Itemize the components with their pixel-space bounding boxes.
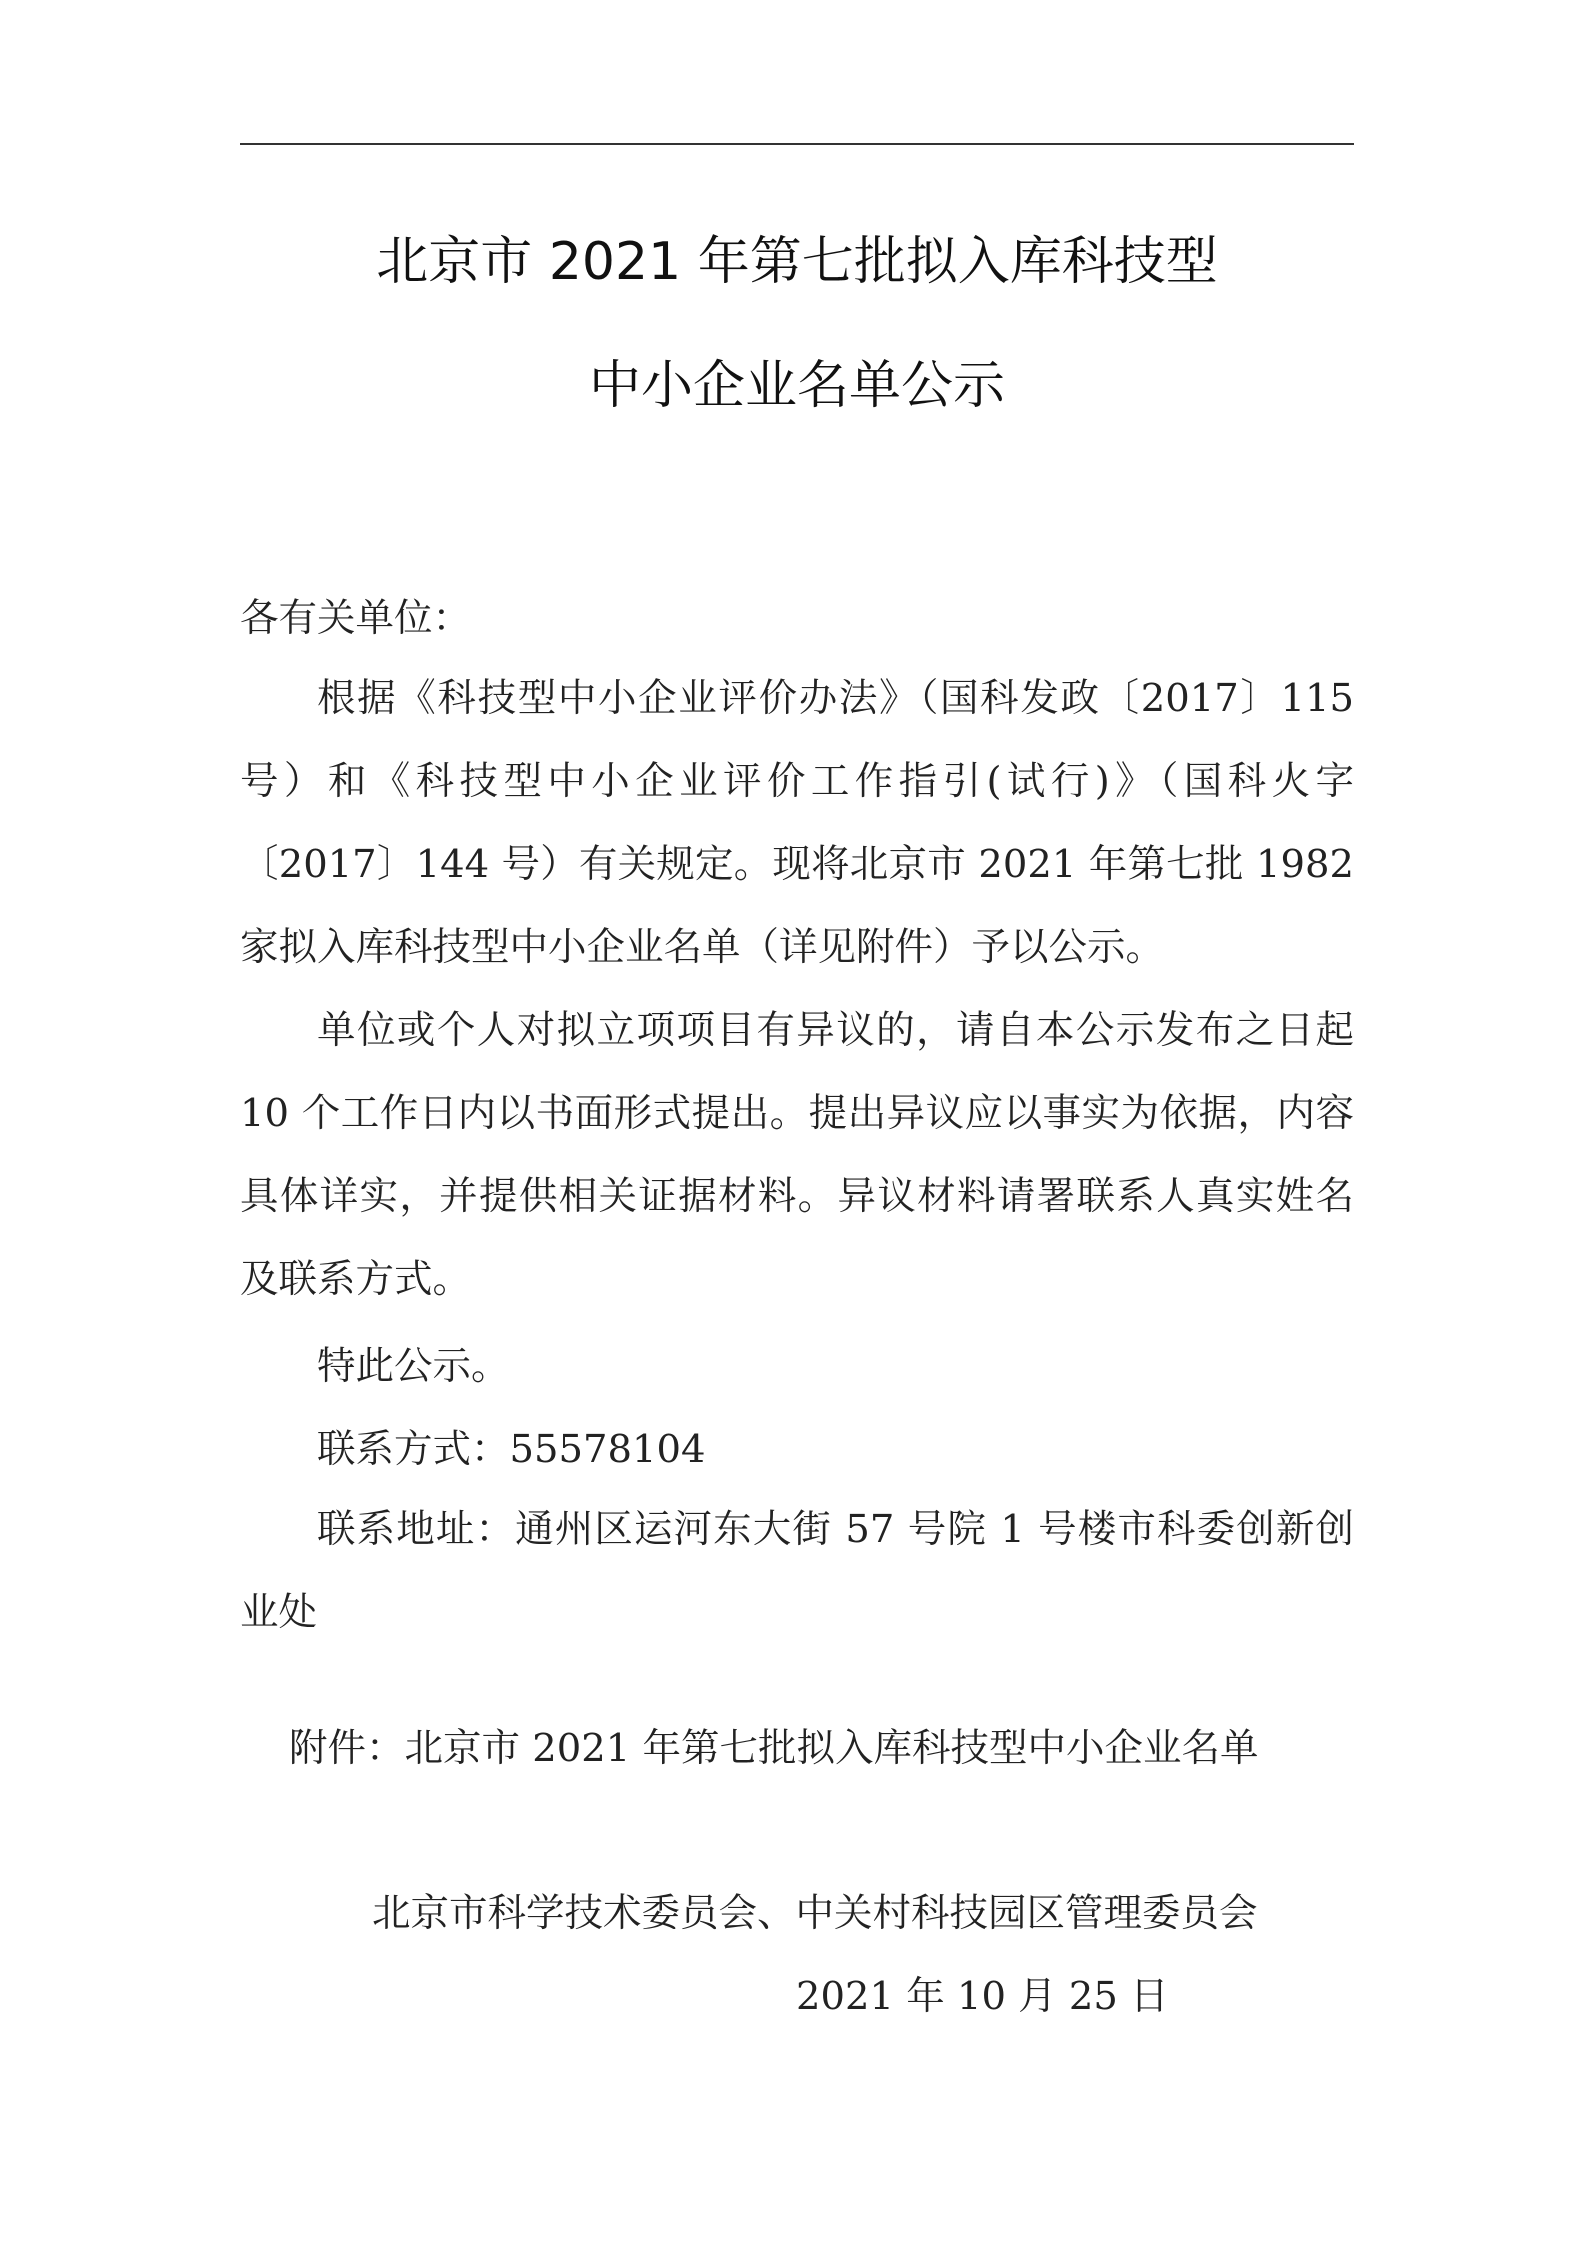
paragraph-basis: 根据《科技型中小企业评价办法》（国科发政〔2017〕115 号）和《科技型中小企业评价工作指引(试行)》（国科火字〔2017〕144 号）有关规定。现将北京市 2021 年第七批 1982 家拟入库科技型中小企业名单（详见附件）予以公示。 <box>240 676 1354 970</box>
document-title-line2: 中小企业名单公示 <box>588 356 1005 416</box>
notice-text: 特此公示。 <box>317 1344 510 1389</box>
header-rule <box>240 143 1354 145</box>
issue-date: 2021 年 10 月 25 日 <box>796 1974 1169 2019</box>
attachment-note: 附件：北京市 2021 年第七批拟入库科技型中小企业名单 <box>289 1726 1259 1771</box>
paragraph-objection: 单位或个人对拟立项项目有异议的，请自本公示发布之日起 10 个工作日内以书面形式提出。提出异议应以事实为依据，内容具体详实，并提供相关证据材料。异议材料请署联系人真实姓名及联系方式。 <box>240 1008 1354 1302</box>
salutation: 各有关单位： <box>240 596 472 641</box>
document-title-line1: 北京市 2021 年第七批拟入库科技型 <box>376 232 1218 292</box>
contact-phone: 联系方式：55578104 <box>317 1427 706 1472</box>
contact-address: 联系地址：通州区运河东大街 57 号院 1 号楼市科委创新创业处 <box>240 1507 1354 1635</box>
issuer-name: 北京市科学技术委员会、中关村科技园区管理委员会 <box>372 1891 1258 1936</box>
